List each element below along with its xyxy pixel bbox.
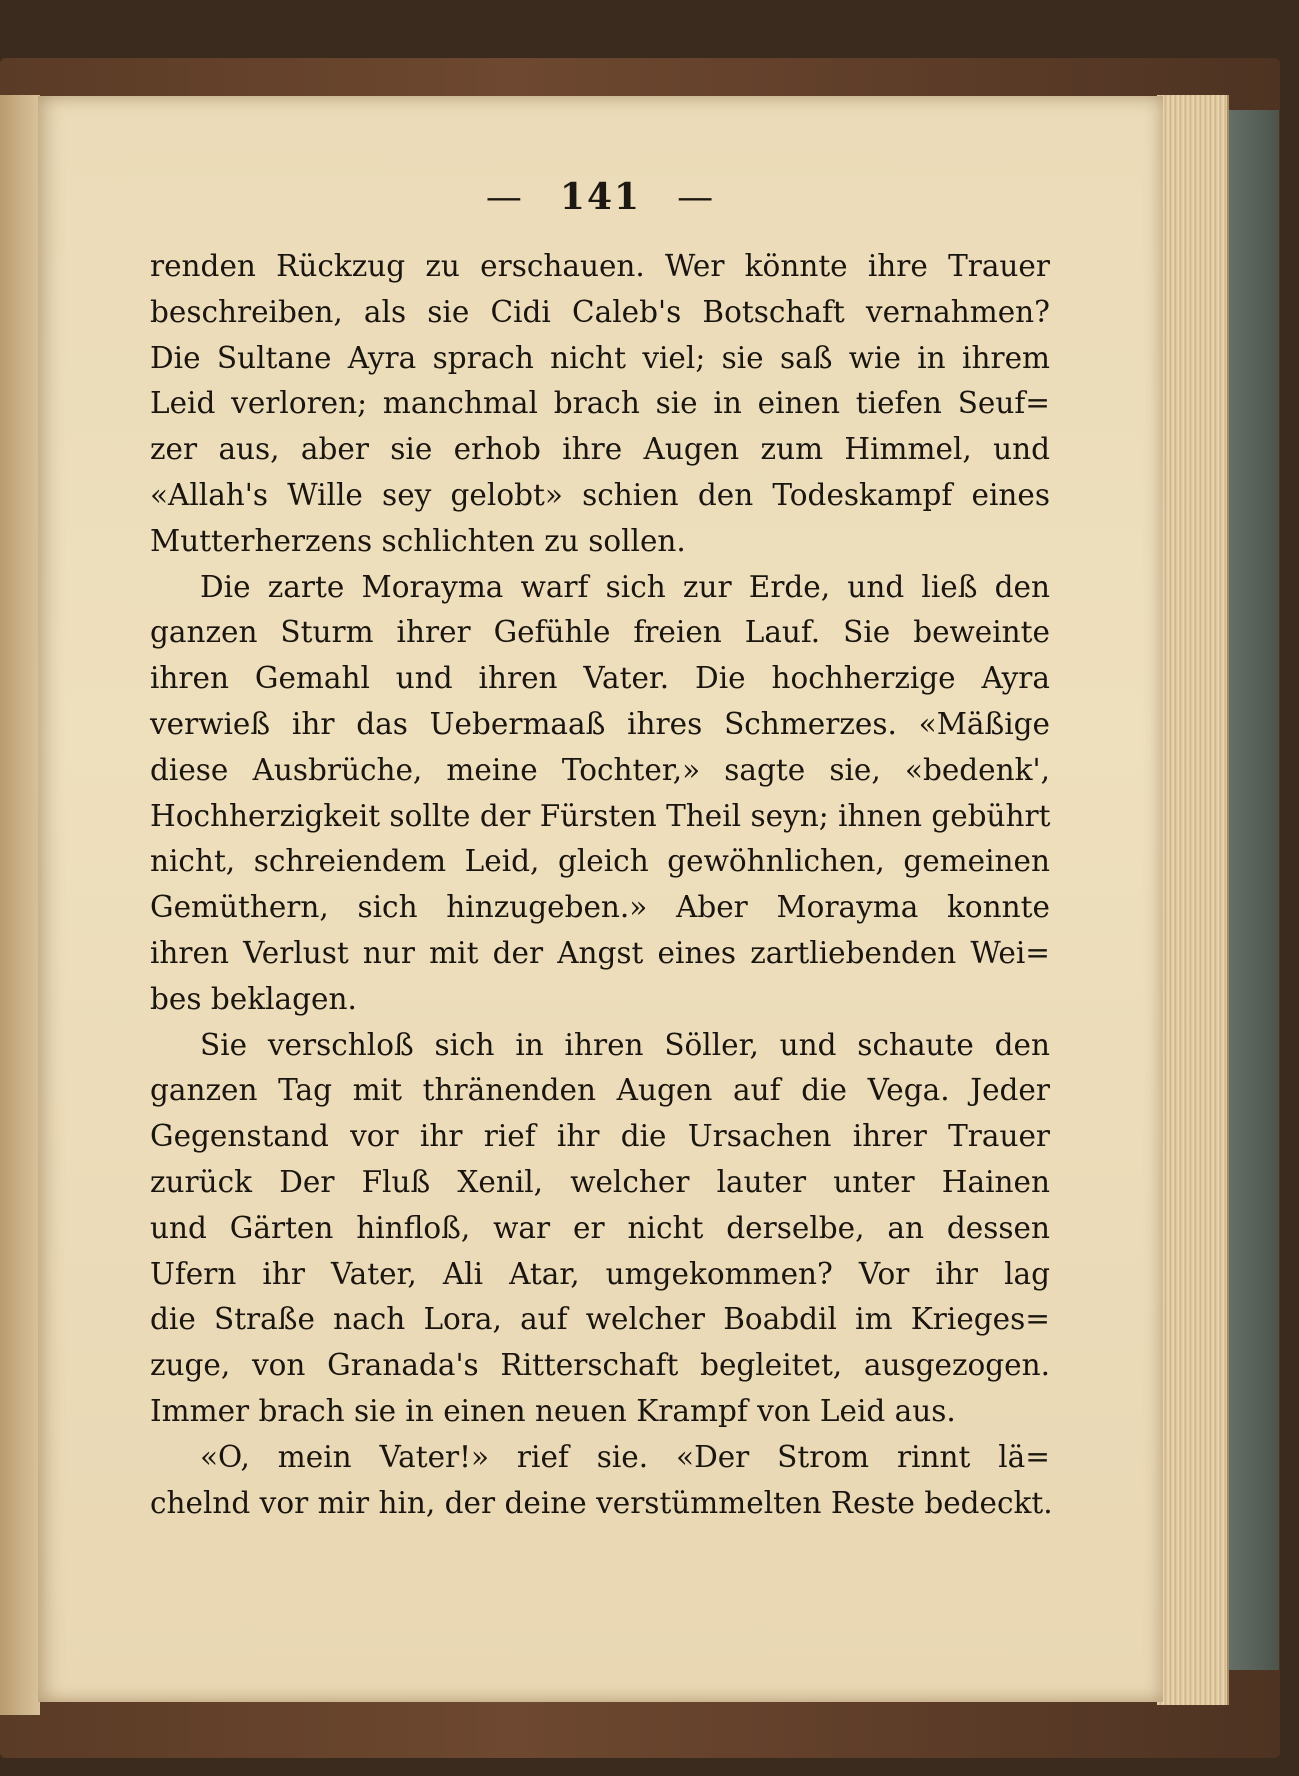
- text-line: bes beklagen.: [150, 981, 357, 1016]
- folio-dash-left: —: [485, 177, 524, 218]
- text-line: ihren Gemahl und ihren Vater. Die hochherzige Ayra: [150, 661, 1050, 696]
- paragraph: [150, 1023, 1050, 1435]
- text-line: chelnd vor mir hin, der deine verstümmelten Reste bedeckt.: [150, 1485, 1053, 1520]
- page-number-header: [38, 176, 1163, 218]
- text-line: renden Rückzug zu erschauen. Wer könnte ihre Trauer: [150, 249, 1050, 283]
- text-line: Die Sultane Ayra sprach nicht viel; sie saß wie in ihrem: [150, 340, 1050, 375]
- text-line: verwieß ihr das Uebermaaß ihres Schmerzes. «Mäßige: [150, 706, 1050, 741]
- text-line: und Gärten hinfloß, war er nicht derselbe, an dessen: [150, 1210, 1050, 1245]
- text-line: Mutterherzens schlichten zu sollen.: [150, 523, 686, 558]
- text-line: ganzen Tag mit thränenden Augen auf die Vega. Jeder: [150, 1073, 1050, 1108]
- text-line: Ufern ihr Vater, Ali Atar, umgekommen? Vor ihr lag: [150, 1256, 1050, 1291]
- text-line: ihren Verlust nur mit der Angst eines zartliebenden Wei=: [150, 935, 1050, 970]
- text-line: «Allah's Wille sey gelobt» schien den Todeskampf eines: [150, 477, 1050, 512]
- text-line: zer aus, aber sie erhob ihre Augen zum Himmel, und: [150, 432, 1050, 467]
- text-line: «O, mein Vater!» rief sie. «Der Strom rinnt lä=: [200, 1439, 1050, 1474]
- text-line: Gegenstand vor ihr rief ihr die Ursachen ihrer Trauer: [150, 1119, 1050, 1154]
- text-line: ganzen Sturm ihrer Gefühle freien Lauf. Sie beweinte: [150, 615, 1050, 650]
- paragraph: [150, 1435, 1053, 1527]
- text-line: die Straße nach Lora, auf welcher Boabdil im Krieges=: [150, 1302, 1050, 1337]
- text-line: Sie verschloß sich in ihren Söller, und schaute den: [200, 1027, 1050, 1062]
- text-line: nicht, schreiendem Leid, gleich gewöhnlichen, gemeinen: [150, 844, 1050, 879]
- text-line: Gemüthern, sich hinzugeben.» Aber Morayma konnte: [150, 890, 1050, 925]
- previous-page-edge: [0, 95, 40, 1715]
- text-line: zuge, von Granada's Ritterschaft begleitet, ausgezogen.: [150, 1348, 1050, 1383]
- paragraph: [150, 244, 1050, 565]
- text-line: Leid verloren; manchmal brach sie in einen tiefen Seuf=: [150, 386, 1050, 421]
- book-page: [38, 96, 1163, 1702]
- paragraph: [150, 565, 1050, 1023]
- body-text: [150, 244, 1053, 1526]
- text-line: Hochherzigkeit sollte der Fürsten Theil seyn; ihnen gebührt: [150, 798, 1051, 833]
- text-line: beschreiben, als sie Cidi Caleb's Botschaft vernahmen?: [150, 294, 1050, 329]
- text-line: diese Ausbrüche, meine Tochter,» sagte sie, «bedenk',: [150, 752, 1050, 787]
- page-block-edge: [1157, 95, 1229, 1705]
- text-line: Die zarte Morayma warf sich zur Erde, und ließ den: [200, 569, 1050, 604]
- text-line: zurück Der Fluß Xenil, welcher lauter unter Hainen: [150, 1164, 1050, 1199]
- page-number: 141: [559, 176, 642, 218]
- folio-dash-right: —: [677, 177, 716, 218]
- text-line: Immer brach sie in einen neuen Krampf von Leid aus.: [150, 1393, 956, 1428]
